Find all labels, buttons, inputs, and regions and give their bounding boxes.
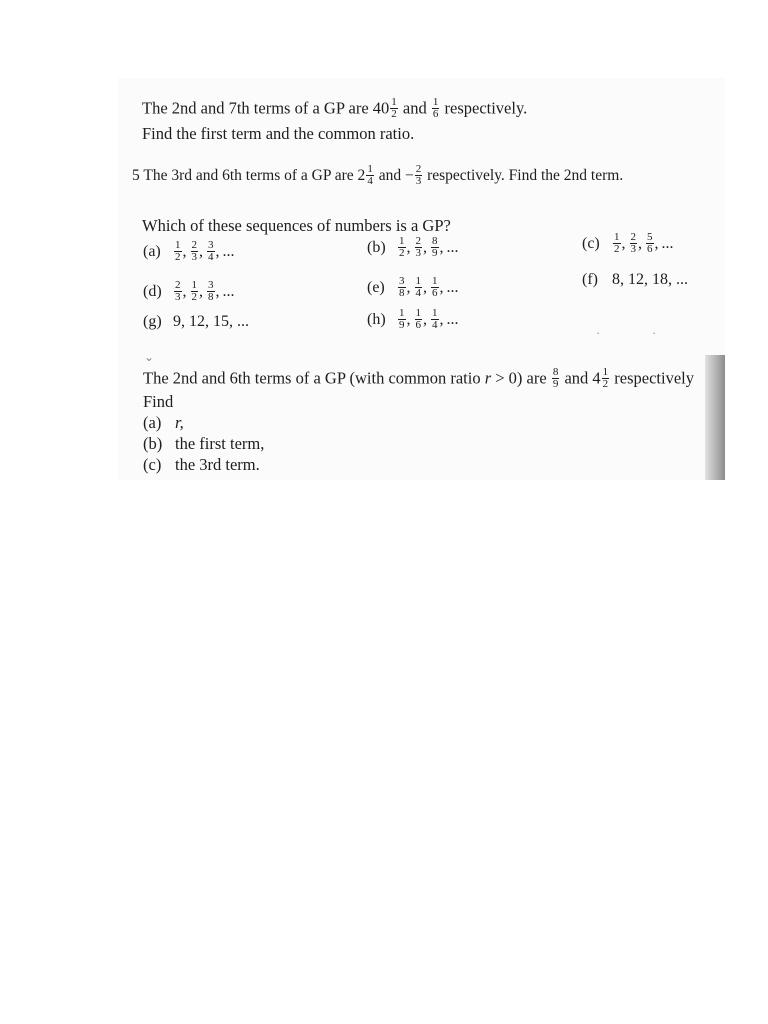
option-label: (h) [367,311,386,329]
sequence-term: $\frac{1}{2}$ [191,279,197,303]
option-sequence: 8, 12, 18, ... [612,271,688,288]
sequence-term: $\frac{1}{4}$ [432,307,438,331]
sequence-term: $\frac{1}{2}$ [399,235,405,259]
sequence-term: $\frac{3}{8}$ [399,275,405,299]
option-label: (g) [143,313,162,330]
q2-mixed-fraction: $\frac{1}{4}$ [367,163,373,187]
sequence-ellipsis: ... [446,279,459,297]
q3-option: (h) $\frac{1}{9}$ , $\frac{1}{6}$ , $\frac{1}{4}$ , ... [367,307,459,331]
sequence-ellipsis: ... [446,311,459,329]
ratio-symbol: r [484,368,492,388]
option-label: (b) [367,239,386,257]
q2-line: 5 The 3rd and 6th terms of a GP are 2 $\frac{1}{4}$ and − $\frac{2}{3}$ respectively. Find the 2nd term. [132,163,624,187]
q3-option [582,271,688,289]
q4-part: (c) the 3rd term. [143,455,260,474]
q3-option: (c) $\frac{1}{2}$ , $\frac{2}{3}$ , $\frac{5}{6}$ , ... [582,231,674,255]
sequence-ellipsis: ... [446,239,459,257]
sequence-term: $\frac{3}{4}$ [208,239,214,263]
sequence-term: $\frac{1}{2}$ [614,231,620,255]
sequence-term: $\frac{2}{3}$ [191,239,197,263]
q1-fraction: $\frac{1}{6}$ [432,96,439,120]
sequence-term: $\frac{5}{6}$ [647,231,653,255]
option-label: (d) [143,283,162,301]
sequence-term: $\frac{1}{4}$ [415,275,421,299]
sequence-ellipsis: ... [222,283,235,301]
sequence-term: $\frac{1}{9}$ [399,307,405,331]
q4-part: (a) r, [143,413,184,432]
q1-mixed-fraction: $\frac{1}{2}$ [391,96,397,120]
q4-mixed-fraction: $\frac{1}{2}$ [602,366,609,390]
sequence-term: $\frac{2}{3}$ [630,231,636,255]
sequence-term: $\frac{1}{6}$ [432,275,438,299]
q1-line-1: The 2nd and 7th terms of a GP are 40 $\frac{1}{2}$ and $\frac{1}{6}$ respectively. [142,96,528,120]
q4-line-1: The 2nd and 6th terms of a GP (with common ratio r > 0) are $\frac{8}{9}$ and 4 $\frac{1}{2}$ respectively [143,366,694,390]
q1-text: The 2nd and 7th terms of a GP are 40 [142,98,390,118]
q2-fraction: $\frac{2}{3}$ [415,163,422,187]
scan-speck: · [596,326,600,340]
scan-speck: · [652,326,656,340]
sequence-term: $\frac{3}{8}$ [208,279,214,303]
option-label: (a) [143,243,161,261]
q4-fraction: $\frac{8}{9}$ [552,366,559,390]
q3-option: (e) $\frac{3}{8}$ , $\frac{1}{4}$ , $\frac{1}{6}$ , ... [367,275,459,299]
sequence-term: $\frac{2}{3}$ [415,235,421,259]
sequence-term: $\frac{1}{6}$ [415,307,421,331]
q3-option: (d) $\frac{2}{3}$ , $\frac{1}{2}$ , $\frac{3}{8}$ , ... [143,279,235,303]
sequence-term: $\frac{2}{3}$ [175,279,181,303]
page-edge-shadow [705,355,725,480]
sequence-term: $\frac{8}{9}$ [432,235,438,259]
q3-option: (a) $\frac{1}{2}$ , $\frac{2}{3}$ , $\frac{3}{4}$ , ... [143,239,235,263]
q3-option [143,313,249,331]
q2-number: 5 [132,167,140,185]
sequence-ellipsis: ... [661,235,674,253]
option-label: (f) [582,271,598,288]
scan-speck: ⌄ [144,350,155,364]
sequence-term: $\frac{1}{2}$ [175,239,181,263]
sequence-ellipsis: ... [222,243,235,261]
option-label: (e) [367,279,385,297]
q3-heading: Which of these sequences of numbers is a GP? [142,216,451,235]
q4-part: (b) the first term, [143,434,265,453]
q4-find: Find [143,392,174,411]
q3-option: (b) $\frac{1}{2}$ , $\frac{2}{3}$ , $\frac{8}{9}$ , ... [367,235,459,259]
option-sequence: 9, 12, 15, ... [173,313,249,330]
q1-line-2: Find the first term and the common ratio. [142,124,415,143]
option-label: (c) [582,235,600,253]
